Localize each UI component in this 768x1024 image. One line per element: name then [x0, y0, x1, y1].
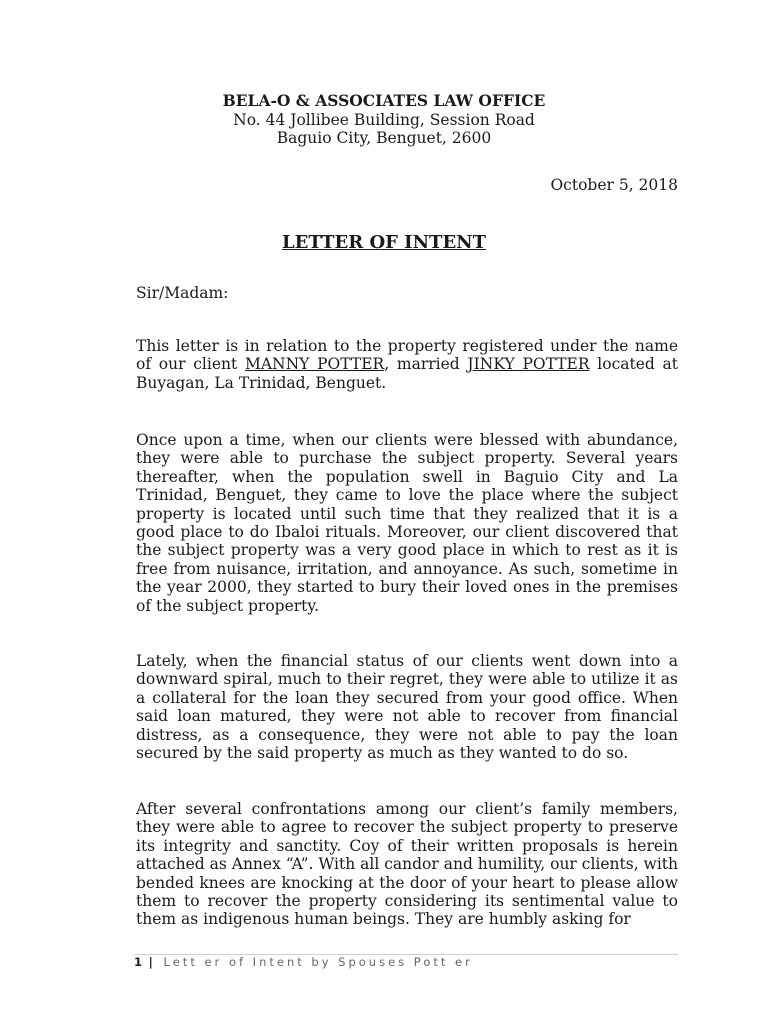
firm-name: BELA-O & ASSOCIATES LAW OFFICE: [222, 91, 546, 110]
address-line-2: Baguio City, Benguet, 2600: [276, 129, 492, 147]
client-name: MANNY POTTER: [244, 355, 385, 374]
letterhead: [0, 92, 768, 148]
paragraph-4: After several confrontations among our client’s family members, they were able to agree to recover the subject property to preserve its integrity and sanctity. Coy of their written proposals is herein attached as Annex “A”. With all candor and humility, our clients, with bended knees are knocking at the door of your heart to please allow them to recover the property considering its sentimental value to them as indigenous human beings. They are humbly asking for: [136, 800, 678, 929]
salutation: Sir/Madam:: [136, 284, 229, 302]
spouse-name: JINKY POTTER: [467, 355, 590, 374]
address-line-1: No. 44 Jollibee Building, Session Road: [233, 110, 535, 129]
paragraph-1-text-a: This letter is in relation to the property registered under the name of our client: [136, 337, 678, 374]
letter-date: October 5, 2018: [550, 176, 678, 194]
footer-separator: |: [148, 955, 153, 969]
paragraph-1-text-c: located at Buyagan, La Trinidad, Benguet.: [136, 355, 679, 392]
letter-title: LETTER OF INTENT: [281, 232, 487, 253]
page-number: 1: [134, 955, 143, 969]
paragraph-1-text-b: , married: [384, 355, 468, 374]
paragraph-3: Lately, when the financial status of our clients went down into a downward spiral, much to their regret, they were able to utilize it as a collateral for the loan they secured from your good office. When said loan matured, they were not able to recover from financial distress, as a consequence, they were not able to pay the loan secured by the said property as much as they wanted to do so.: [136, 652, 678, 763]
paragraph-1: [136, 337, 678, 392]
paragraph-2: Once upon a time, when our clients were blessed with abundance, they were able to purchase the subject property. Several years thereafter, when the population swell in Baguio City and La Trinidad, Benguet, they came to love the place where the subject property is located until such time that they realized that it is a good place to do Ibaloi rituals. Moreover, our client discovered that the subject property was a very good place in which to rest as it is free from nuisance, irritation, and annoyance. As such, sometime in the year 2000, they started to bury their loved ones in the premises of the subject property.: [136, 431, 678, 615]
footer-text: Lett er of Intent by Spouses Pott er: [163, 955, 473, 969]
page-footer: [134, 955, 473, 969]
